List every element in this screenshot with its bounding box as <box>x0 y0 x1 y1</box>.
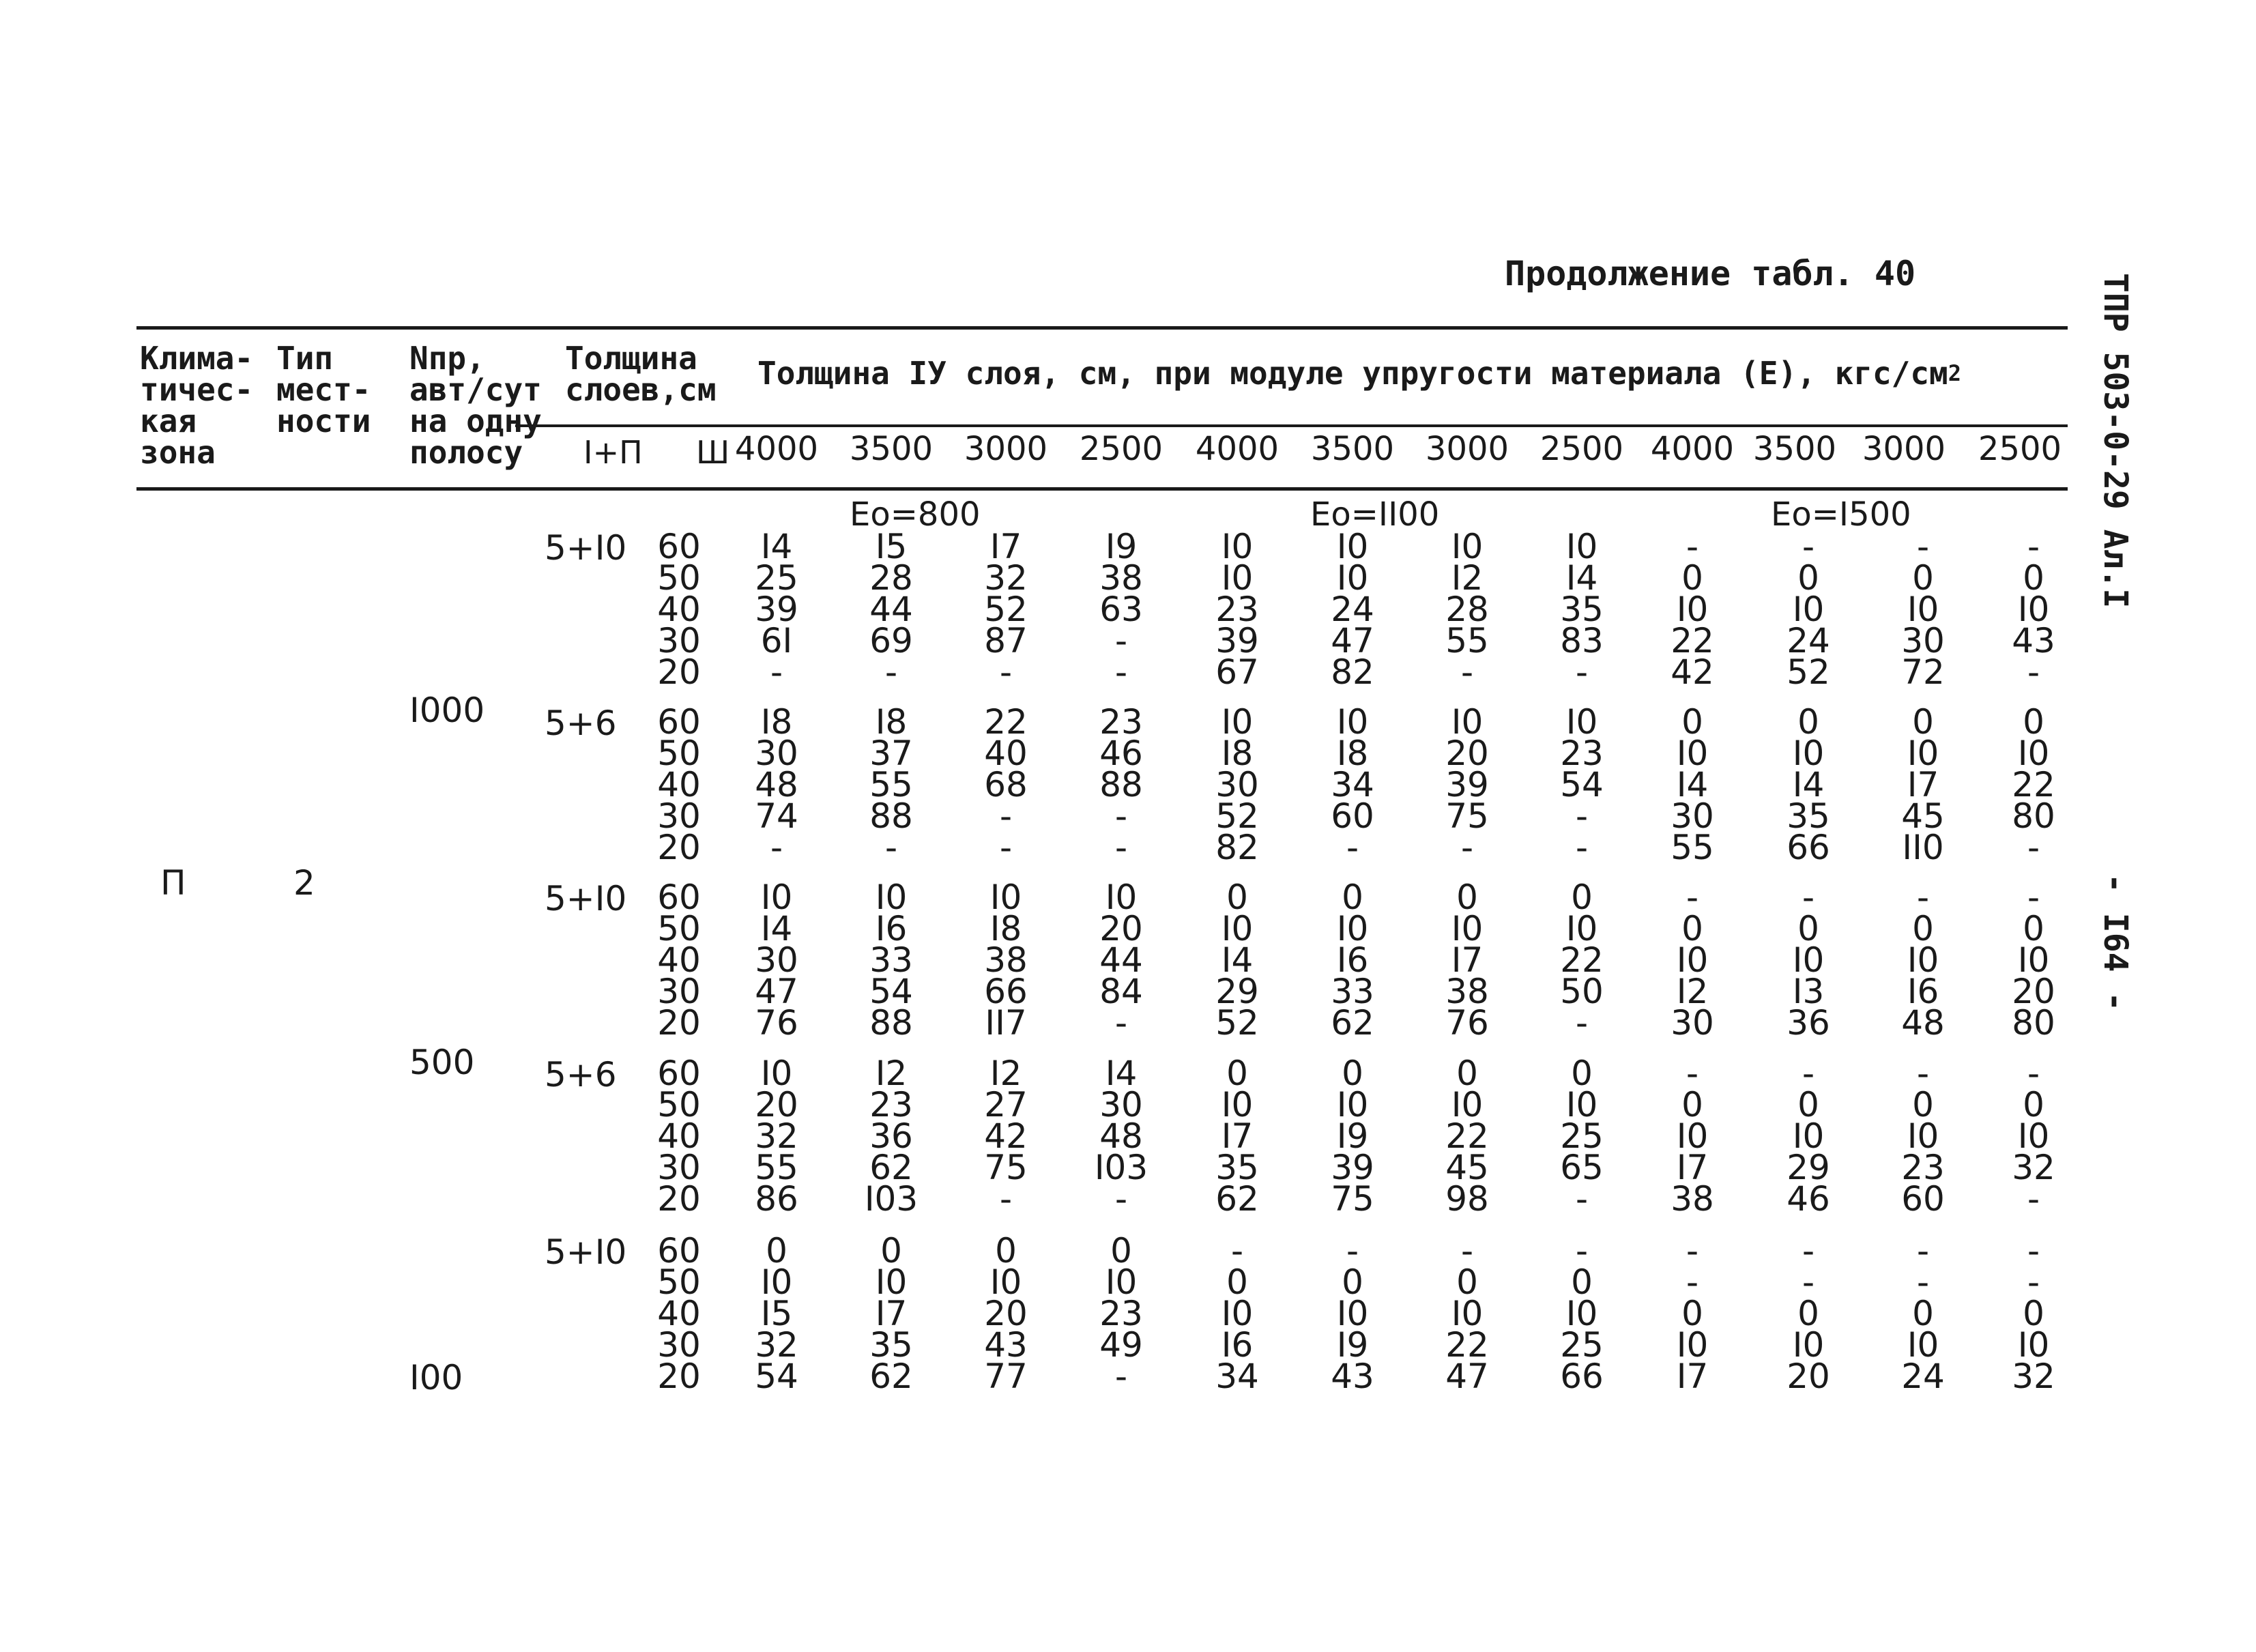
header-zone: Клима- тичес- кая зона <box>140 340 254 471</box>
table-cell-b4-c7: - 0 I0 22 47 <box>1445 1231 1489 1396</box>
document-code: ТПР 503-0-29 Ал.I <box>2096 273 2135 609</box>
thickness-sub-rule <box>515 424 737 427</box>
eo-group-0: Eo=800 <box>850 495 981 534</box>
layers-label-3: 5+6 <box>545 1055 617 1095</box>
table-cell-b0-c2: I5 28 44 69 - <box>869 527 913 692</box>
table-cell-b4-c3: 0 I0 20 43 77 <box>984 1231 1028 1396</box>
modulus-col-3: 2500 <box>1079 430 1163 468</box>
modulus-col-8: 4000 <box>1650 430 1735 468</box>
header-main-title: Толщина IУ слоя, см, при модуле упругости материала (E), кгс/$см^2$ <box>757 355 1962 392</box>
table-cell-b4-c0: 60 50 40 30 20 <box>657 1231 701 1396</box>
table-cell-b4-c12: - - 0 I0 32 <box>2012 1231 2055 1396</box>
table-cell-b4-c8: - 0 I0 25 66 <box>1560 1231 1604 1396</box>
table-cell-b3-c0: 60 50 40 30 20 <box>657 1054 701 1219</box>
table-cell-b4-c5: - 0 I0 I6 34 <box>1215 1231 1259 1396</box>
table-cell-b4-c10: - - 0 I0 20 <box>1787 1231 1830 1396</box>
table-cell-b0-c5: I0 I0 23 39 67 <box>1215 527 1259 692</box>
table-cell-b1-c8: I0 23 54 - - <box>1560 702 1604 867</box>
layers-label-1: 5+6 <box>545 704 617 743</box>
table-cell-b0-c8: I0 I4 35 83 - <box>1560 527 1604 692</box>
modulus-col-10: 3000 <box>1862 430 1946 468</box>
table-cell-b1-c2: I8 37 55 88 - <box>869 702 913 867</box>
page-number: - I64 - <box>2096 873 2135 1012</box>
table-cell-b0-c7: I0 I2 28 55 - <box>1445 527 1489 692</box>
table-cell-b3-c3: I2 27 42 75 - <box>984 1054 1028 1219</box>
table-cell-b3-c12: - 0 I0 32 - <box>2012 1054 2055 1219</box>
table-cell-b4-c6: - 0 I0 I9 43 <box>1331 1231 1374 1396</box>
table-cell-b1-c1: I8 30 48 74 - <box>755 702 798 867</box>
table-cell-b1-c0: 60 50 40 30 20 <box>657 702 701 867</box>
table-cell-b3-c2: I2 23 36 62 I03 <box>864 1054 919 1219</box>
table-cell-b4-c11: - - 0 I0 24 <box>1901 1231 1945 1396</box>
table-cell-b0-c11: - 0 I0 30 72 <box>1901 527 1945 692</box>
modulus-col-6: 3000 <box>1425 430 1509 468</box>
table-cell-b2-c7: 0 I0 I7 38 76 <box>1445 878 1489 1043</box>
table-cell-b2-c1: I0 I4 30 47 76 <box>755 878 798 1043</box>
modulus-col-4: 4000 <box>1195 430 1279 468</box>
table-cell-b4-c4: 0 I0 23 49 - <box>1099 1231 1143 1396</box>
modulus-col-9: 3500 <box>1752 430 1837 468</box>
table-cell-b2-c3: I0 I8 38 66 II7 <box>984 878 1028 1043</box>
table-cell-b2-c4: I0 20 44 84 - <box>1099 878 1143 1043</box>
layers-label-0: 5+I0 <box>545 528 627 568</box>
table-cell-b4-c9: - - 0 I0 I7 <box>1676 1231 1709 1396</box>
table-cell-b1-c10: 0 I0 I4 35 66 <box>1787 702 1830 867</box>
eo-group-1: Eo=II00 <box>1310 495 1440 534</box>
table-cell-b4-c2: 0 I0 I7 35 62 <box>869 1231 913 1396</box>
modulus-col-1: 3500 <box>849 430 934 468</box>
table-cell-b3-c1: I0 20 32 55 86 <box>755 1054 798 1219</box>
table-cell-b2-c12: - 0 I0 20 80 <box>2012 878 2055 1043</box>
table-cell-b3-c10: - 0 I0 29 46 <box>1787 1054 1830 1219</box>
table-cell-b0-c3: I7 32 52 87 - <box>984 527 1028 692</box>
header-terrain-type: Тип мест- ности <box>276 340 371 439</box>
header-col-III: Ш <box>696 434 730 471</box>
modulus-col-5: 3500 <box>1310 430 1395 468</box>
table-cell-b1-c11: 0 I0 I7 45 II0 <box>1901 702 1945 867</box>
table-cell-b3-c9: - 0 I0 I7 38 <box>1671 1054 1714 1219</box>
table-cell-b3-c8: 0 I0 25 65 - <box>1560 1054 1604 1219</box>
header-sub-rule <box>737 424 2068 427</box>
table-cell-b2-c8: 0 I0 22 50 - <box>1560 878 1604 1043</box>
traffic-label-3: 500 <box>409 1043 475 1082</box>
table-cell-b1-c4: 23 46 88 - - <box>1099 702 1143 867</box>
table-cell-b0-c9: - 0 I0 22 42 <box>1671 527 1714 692</box>
eo-group-2: Eo=I500 <box>1771 495 1911 534</box>
table-cell-b0-c6: I0 I0 24 47 82 <box>1331 527 1374 692</box>
table-top-rule <box>136 326 2068 330</box>
table-cell-b2-c0: 60 50 40 30 20 <box>657 878 701 1043</box>
table-cell-b0-c0: 60 50 40 30 20 <box>657 527 701 692</box>
header-layer-thickness: Толщина слоев,см <box>565 340 717 408</box>
table-cell-b1-c9: 0 I0 I4 30 55 <box>1671 702 1714 867</box>
table-cell-b1-c6: I0 I8 34 60 - <box>1331 702 1374 867</box>
header-traffic: Nпр, авт/сут на одну полосу <box>409 340 542 471</box>
table-cell-b3-c6: 0 I0 I9 39 75 <box>1331 1054 1374 1219</box>
table-cell-b2-c5: 0 I0 I4 29 52 <box>1215 878 1259 1043</box>
layers-label-2: 5+I0 <box>545 879 627 918</box>
table-cell-b2-c11: - 0 I0 I6 48 <box>1901 878 1945 1043</box>
table-caption: Продолжение табл. 40 <box>1505 254 1916 293</box>
table-cell-b4-c1: 0 I0 I5 32 54 <box>755 1231 798 1396</box>
table-cell-b3-c11: - 0 I0 23 60 <box>1901 1054 1945 1219</box>
table-cell-b1-c12: 0 I0 22 80 - <box>2012 702 2055 867</box>
table-cell-b3-c5: 0 I0 I7 35 62 <box>1215 1054 1259 1219</box>
table-cell-b0-c12: - 0 I0 43 - <box>2012 527 2055 692</box>
modulus-col-7: 2500 <box>1539 430 1624 468</box>
modulus-col-2: 3000 <box>964 430 1048 468</box>
table-cell-b1-c3: 22 40 68 - - <box>984 702 1028 867</box>
table-cell-b0-c1: I4 25 39 6I - <box>755 527 798 692</box>
table-cell-b2-c10: - 0 I0 I3 36 <box>1787 878 1830 1043</box>
table-cell-b2-c9: - 0 I0 I2 30 <box>1671 878 1714 1043</box>
table-cell-b2-c2: I0 I6 33 54 88 <box>869 878 913 1043</box>
modulus-col-11: 2500 <box>1978 430 2062 468</box>
table-cell-b0-c4: I9 38 63 - - <box>1099 527 1143 692</box>
table-cell-b3-c4: I4 30 48 I03 - <box>1094 1054 1148 1219</box>
table-cell-b1-c7: I0 20 39 75 - <box>1445 702 1489 867</box>
header-col-I-II: I+П <box>583 434 643 471</box>
traffic-label-4: I00 <box>409 1358 463 1397</box>
modulus-col-0: 4000 <box>734 430 819 468</box>
table-cell-b3-c7: 0 I0 22 45 98 <box>1445 1054 1489 1219</box>
table-cell-b2-c6: 0 I0 I6 33 62 <box>1331 878 1374 1043</box>
zone-value: П <box>160 863 186 903</box>
terrain-type-value: 2 <box>293 863 315 903</box>
layers-label-4: 5+I0 <box>545 1232 627 1272</box>
table-cell-b1-c5: I0 I8 30 52 82 <box>1215 702 1259 867</box>
header-bottom-rule <box>136 487 2068 491</box>
table-cell-b0-c10: - 0 I0 24 52 <box>1787 527 1830 692</box>
traffic-label-1: I000 <box>409 691 485 730</box>
